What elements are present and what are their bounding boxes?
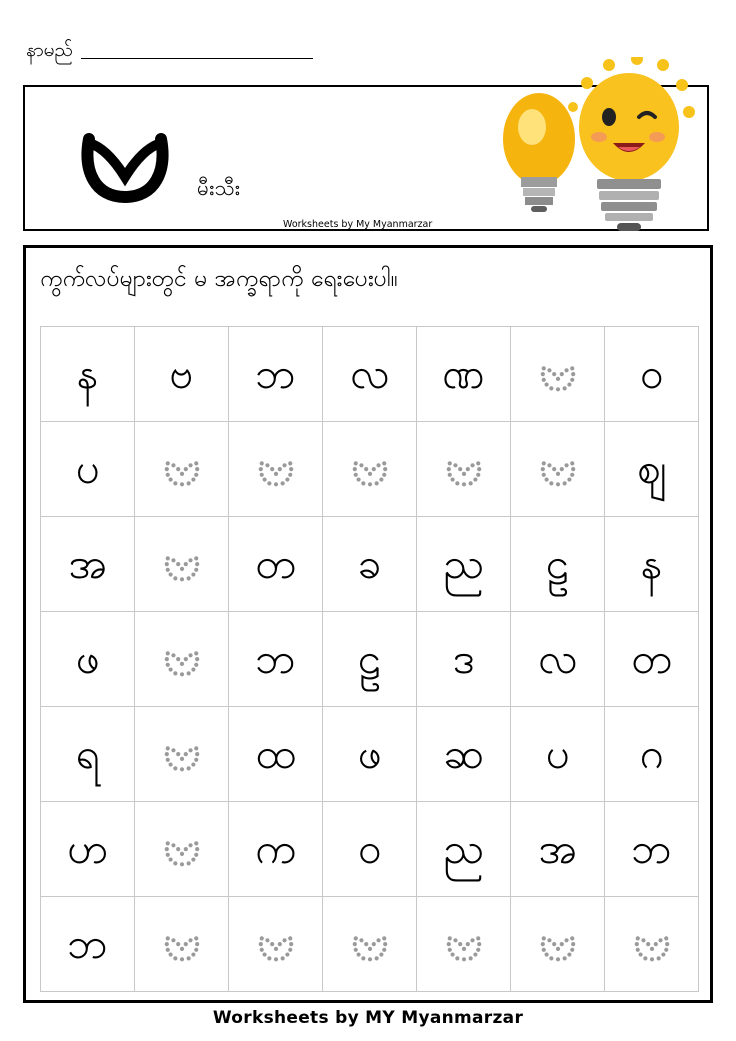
letter-cell[interactable]: ခ [323,517,417,612]
dotted-ma-icon [351,927,389,965]
trace-cell[interactable] [323,897,417,992]
trace-cell[interactable] [135,897,229,992]
letter-cell[interactable]: အ [511,802,605,897]
letter-cell[interactable]: န [605,517,699,612]
letter-cell[interactable]: ဖ [323,707,417,802]
letter-cell[interactable]: လ [511,612,605,707]
letter-grid [40,326,699,992]
trace-cell[interactable] [323,422,417,517]
letter-cell[interactable]: ဆ [417,707,511,802]
instruction-text: ကွက်လပ်များတွင် မ အက္ခရာကို ရေးပေးပါ။ [40,266,398,292]
letter-cell[interactable]: ည [417,517,511,612]
name-write-line[interactable] [81,58,313,59]
footer-credit: Worksheets by MY Myanmarzar [212,1008,524,1028]
dotted-ma-icon [163,737,201,775]
dotted-ma-icon [539,452,577,490]
letter-cell[interactable]: ဝ [605,327,699,422]
trace-cell[interactable] [511,422,605,517]
letter-cell[interactable]: ထ [229,707,323,802]
trace-cell[interactable] [511,897,605,992]
trace-cell[interactable] [229,897,323,992]
dotted-ma-icon [633,927,671,965]
header-credit: Worksheets by My Myanmarzar [283,219,433,230]
letter-cell[interactable]: ဒ [417,612,511,707]
letter-cell[interactable]: ဖ [41,612,135,707]
trace-cell[interactable] [229,422,323,517]
big-letter-ma [75,113,175,213]
dotted-ma-icon [163,547,201,585]
letter-cell[interactable]: ဟ [41,802,135,897]
name-label: နာမည် [26,39,73,61]
letter-cell[interactable]: လ [323,327,417,422]
small-bulb-icon [503,93,575,212]
letter-cell[interactable]: ဘ [229,327,323,422]
letter-cell[interactable]: ဠ [511,517,605,612]
trace-cell[interactable] [135,802,229,897]
trace-cell[interactable] [135,422,229,517]
trace-cell[interactable] [135,517,229,612]
letter-cell[interactable]: ည [417,802,511,897]
letter-cell[interactable]: ပ [41,422,135,517]
letter-name: မီးသီး [197,176,240,200]
dotted-ma-icon [163,452,201,490]
letter-cell[interactable]: ဘ [41,897,135,992]
trace-cell[interactable] [605,897,699,992]
letter-cell[interactable]: ဘ [229,612,323,707]
smiling-bulb-icon [568,57,695,231]
letter-cell[interactable]: တ [605,612,699,707]
trace-cell[interactable] [417,422,511,517]
letter-cell[interactable]: ဠ [323,612,417,707]
header-box [23,85,709,231]
dotted-ma-icon [351,452,389,490]
name-row [26,38,313,62]
trace-cell[interactable] [135,707,229,802]
dotted-ma-icon [163,832,201,870]
lightbulb-illustration [477,57,707,237]
dotted-ma-icon [539,357,577,395]
letter-cell[interactable]: ဂ [605,707,699,802]
dotted-ma-icon [163,642,201,680]
dotted-ma-icon [163,927,201,965]
dotted-ma-icon [445,452,483,490]
worksheet-box [23,245,713,1003]
letter-cell[interactable]: ဏ [417,327,511,422]
dotted-ma-icon [445,927,483,965]
letter-cell[interactable]: န [41,327,135,422]
dotted-ma-icon [257,927,295,965]
trace-cell[interactable] [511,327,605,422]
dotted-ma-icon [257,452,295,490]
dotted-ma-icon [539,927,577,965]
letter-cell[interactable]: က [229,802,323,897]
letter-cell[interactable]: တ [229,517,323,612]
letter-cell[interactable]: ပ [511,707,605,802]
letter-cell[interactable]: ဝ [323,802,417,897]
letter-cell[interactable]: ဘ [605,802,699,897]
letter-cell[interactable]: ဗ [135,327,229,422]
letter-cell[interactable]: ရ [41,707,135,802]
letter-cell[interactable]: ဈ [605,422,699,517]
letter-cell[interactable]: အ [41,517,135,612]
trace-cell[interactable] [135,612,229,707]
trace-cell[interactable] [417,897,511,992]
